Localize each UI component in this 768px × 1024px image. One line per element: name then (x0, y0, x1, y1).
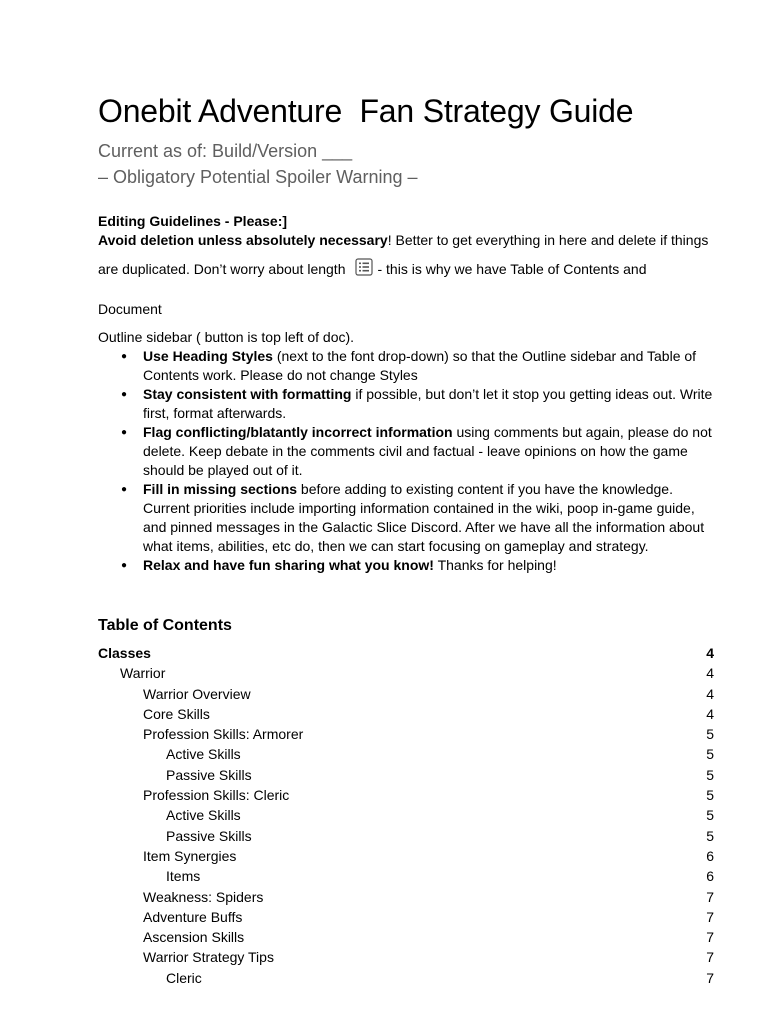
toc-entry[interactable] (98, 805, 714, 825)
toc-entry-label[interactable]: Items (166, 868, 201, 885)
toc-entry-label[interactable]: Passive Skills (166, 827, 252, 844)
table-of-contents (98, 643, 714, 988)
toc-entry[interactable] (98, 785, 714, 805)
list-item (143, 480, 714, 556)
toc-entry[interactable] (98, 947, 714, 967)
list-item-bold: Relax and have fun sharing what you know! (143, 557, 434, 573)
toc-entry-page[interactable]: 4 (706, 685, 714, 702)
list-item (143, 385, 714, 423)
toc-entry-label[interactable]: Adventure Buffs (143, 908, 243, 925)
list-item (143, 347, 714, 385)
toc-entry-label[interactable]: Core Skills (143, 705, 210, 722)
toc-entry-page[interactable]: 7 (706, 949, 714, 966)
document-page (98, 90, 714, 988)
toc-entry[interactable] (98, 744, 714, 764)
toc-entry[interactable] (98, 907, 714, 927)
toc-entry-label[interactable]: Weakness: Spiders (143, 888, 264, 905)
list-item-bold: Fill in missing sections (143, 481, 298, 497)
toc-entry-page[interactable]: 5 (706, 726, 714, 743)
guidelines-heading: Editing Guidelines - Please:] (98, 213, 288, 229)
toc-entry-label[interactable]: Warrior Strategy Tips (143, 949, 274, 966)
toc-entry-label[interactable]: Active Skills (166, 746, 241, 763)
toc-entry-page[interactable]: 4 (706, 645, 714, 661)
toc-entry[interactable] (98, 927, 714, 947)
toc-entry-page[interactable]: 5 (706, 827, 714, 844)
toc-entry[interactable] (98, 968, 714, 988)
toc-entry-page[interactable]: 5 (706, 787, 714, 804)
document-outline-icon (355, 252, 373, 290)
list-item-text: if possible, but don’t let it stop you getting ideas out. Write first, format afterwards. (143, 386, 713, 421)
spoiler-warning: – Obligatory Potential Spoiler Warning – (98, 167, 418, 187)
toc-entry[interactable] (98, 765, 714, 785)
toc-entry-label[interactable]: Warrior Overview (143, 685, 251, 702)
toc-entry[interactable] (98, 663, 714, 683)
version-subtitle: Current as of: Build/Version ___ (98, 141, 353, 161)
list-item (143, 556, 714, 575)
toc-entry-page[interactable]: 6 (706, 847, 714, 864)
toc-entry-label[interactable]: Cleric (166, 969, 202, 986)
toc-entry-label[interactable]: Warrior (120, 665, 166, 682)
toc-entry-label[interactable]: Profession Skills: Cleric (143, 787, 290, 804)
intro-line-2 (98, 250, 714, 328)
toc-entry[interactable] (98, 846, 714, 866)
list-item-bold: Use Heading Styles (143, 348, 273, 364)
toc-entry[interactable] (98, 887, 714, 907)
intro-text-4: Outline sidebar ( button is top left of doc). (98, 329, 355, 345)
toc-entry-label[interactable]: Item Synergies (143, 847, 237, 864)
toc-entry[interactable] (98, 704, 714, 724)
toc-entry-page[interactable]: 7 (706, 969, 714, 986)
list-item-text: before adding to existing content if you have the knowledge. Current priorities include importing information contained in the wiki, poop in-game guide, and pinned messages in the Galactic Slice Discord. After we have all the information about what items, abilities, etc do, then we can start focusing on gameplay and strategy. (143, 481, 705, 554)
list-item-bold: Stay consistent with formatting (143, 386, 352, 402)
list-item-bold: Flag conflicting/blatantly incorrect information (143, 424, 453, 440)
toc-heading: Table of Contents (98, 617, 232, 634)
list-item (143, 423, 714, 480)
intro-text-1: ! Better to get everything in here and delete if things (387, 232, 709, 248)
toc-entry[interactable] (98, 684, 714, 704)
toc-entry-label[interactable]: Active Skills (166, 807, 241, 824)
toc-entry-page[interactable]: 5 (706, 746, 714, 763)
toc-entry-page[interactable]: 7 (706, 888, 714, 905)
toc-entry-label[interactable]: Profession Skills: Armorer (143, 726, 304, 743)
toc-entry-page[interactable]: 4 (706, 705, 714, 722)
intro-text-3: - this is why we have Table of Contents and Document (98, 261, 647, 317)
list-item-text: using comments but again, please do not delete. Keep debate in the comments civil and factual - leave opinions on how the game should be played out of it. (143, 424, 712, 478)
document-title: Onebit Adventure Fan Strategy Guide (98, 93, 634, 129)
toc-entry-page[interactable]: 5 (706, 766, 714, 783)
toc-entry[interactable] (98, 724, 714, 744)
toc-entry[interactable] (98, 866, 714, 886)
toc-entry-page[interactable]: 6 (706, 868, 714, 885)
toc-entry-label[interactable]: Ascension Skills (143, 929, 245, 946)
list-item-text: Thanks for helping! (433, 557, 557, 573)
toc-entry-page[interactable]: 7 (706, 929, 714, 946)
guidelines-intro (98, 231, 714, 347)
toc-entry-label[interactable]: Classes (98, 645, 151, 661)
toc-entry[interactable] (98, 643, 714, 663)
toc-entry-page[interactable]: 5 (706, 807, 714, 824)
editing-guidelines (98, 212, 714, 575)
toc-entry-page[interactable]: 4 (706, 665, 714, 682)
intro-bold: Avoid deletion unless absolutely necessary (98, 232, 388, 248)
toc-entry[interactable] (98, 826, 714, 846)
toc-entry-label[interactable]: Passive Skills (166, 766, 252, 783)
guidelines-list (98, 347, 714, 575)
list-item-text: (next to the font drop-down) so that the Outline sidebar and Table of Contents work. Please do not change Styles (143, 348, 697, 383)
intro-text-2: are duplicated. Don’t worry about length (98, 261, 346, 277)
toc-entry-page[interactable]: 7 (706, 908, 714, 925)
